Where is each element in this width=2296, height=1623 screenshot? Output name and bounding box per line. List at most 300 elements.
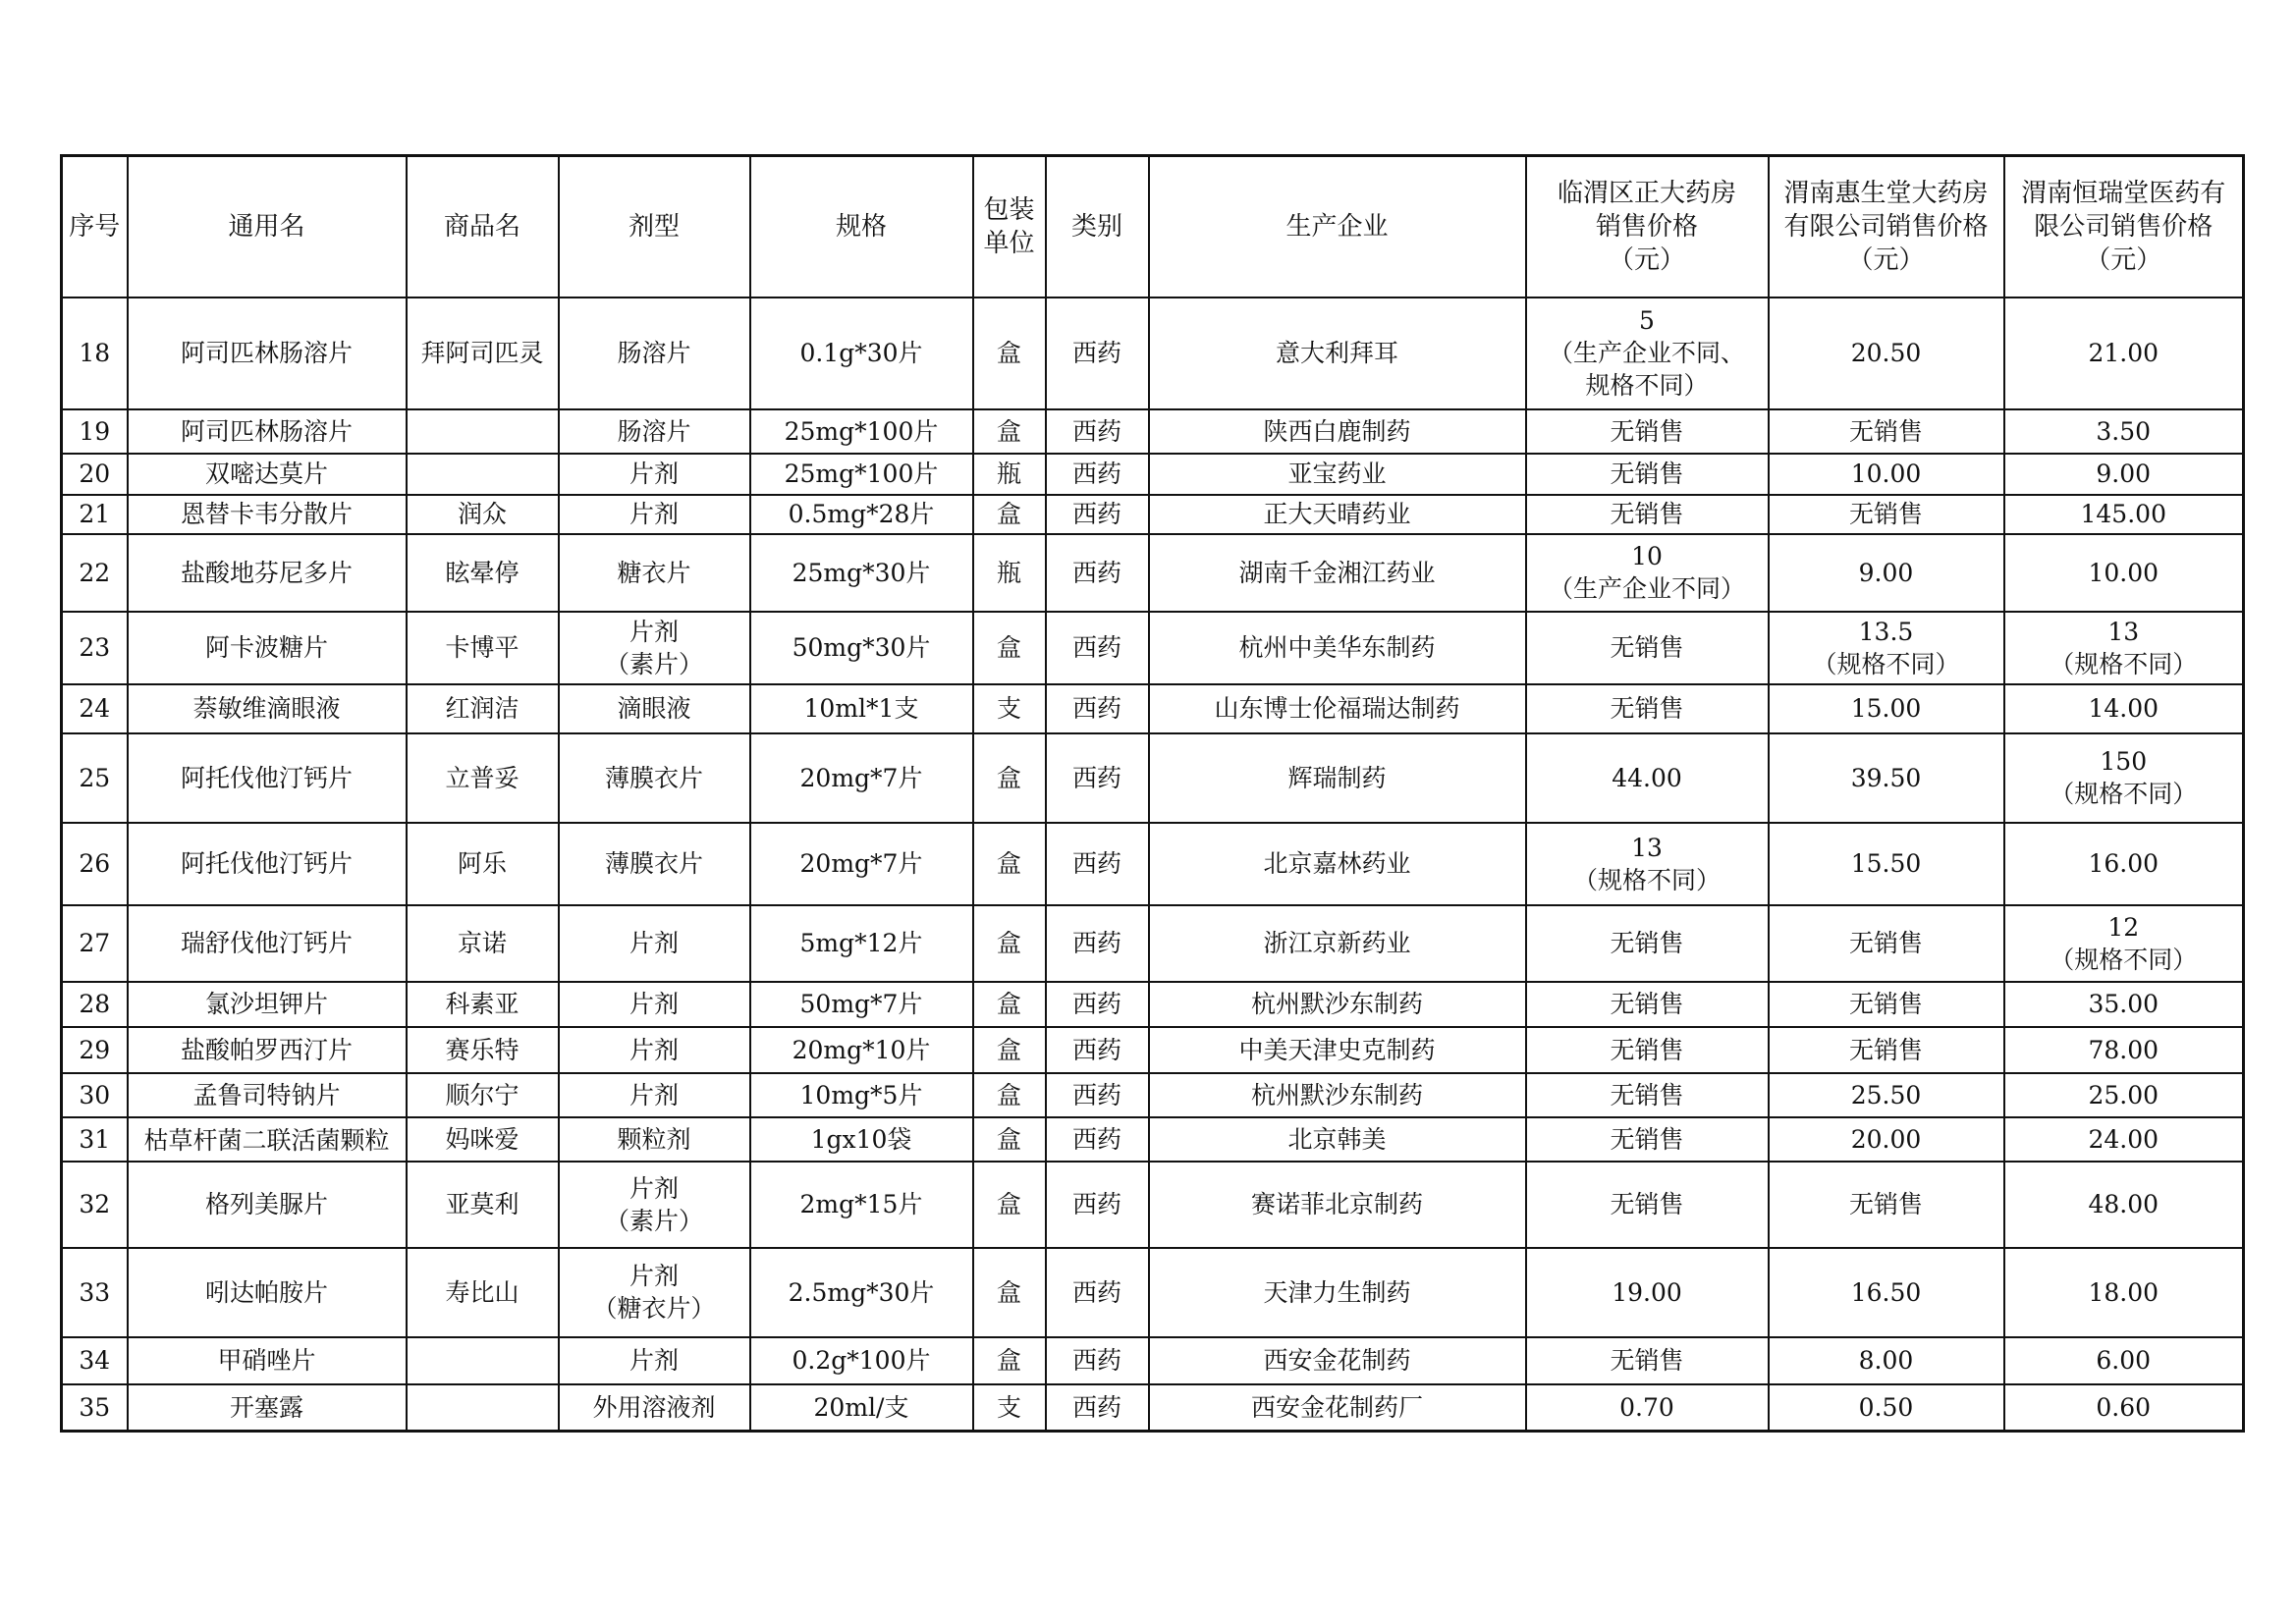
cell-dosage-form	[559, 409, 750, 454]
cell-trade-name: 眩晕停	[407, 534, 559, 612]
cell-manufacturer: 浙江京新药业	[1149, 905, 1526, 982]
cell-dosage-form	[559, 982, 750, 1027]
table-row	[62, 982, 2244, 1027]
cell-manufacturer: 山东博士伦福瑞达制药	[1149, 684, 1526, 733]
cell-dosage-form-line: 颗粒剂	[617, 1124, 691, 1154]
cell-price-huishengtang	[1769, 1384, 2004, 1432]
cell-manufacturer: 亚宝药业	[1149, 454, 1526, 495]
cell-price-huishengtang-line: 10.00	[1850, 460, 1922, 488]
cell-seq: 21	[62, 495, 128, 534]
cell-price-hengruitang-line: （规格不同）	[2050, 945, 2198, 974]
cell-dosage-form-line: 片剂	[629, 1035, 679, 1064]
header-pack-unit	[973, 156, 1046, 298]
cell-generic-name: 格列美脲片	[128, 1162, 407, 1248]
cell-price-zhengda	[1526, 534, 1769, 612]
cell-price-hengruitang	[2004, 982, 2244, 1027]
cell-pack-unit: 盒	[973, 409, 1046, 454]
cell-price-zhengda	[1526, 1027, 1769, 1073]
cell-price-huishengtang	[1769, 982, 2004, 1027]
cell-trade-name: 京诺	[407, 905, 559, 982]
header-category: 类别	[1046, 156, 1149, 298]
cell-pack-unit: 支	[973, 1384, 1046, 1432]
cell-trade-name	[407, 1384, 559, 1432]
cell-seq: 23	[62, 612, 128, 684]
cell-pack-unit: 盒	[973, 823, 1046, 905]
cell-price-huishengtang	[1769, 409, 2004, 454]
cell-pack-unit: 盒	[973, 298, 1046, 409]
cell-price-zhengda	[1526, 298, 1769, 409]
cell-generic-name: 阿司匹林肠溶片	[128, 409, 407, 454]
cell-dosage-form	[559, 454, 750, 495]
cell-price-zhengda-line: 无销售	[1610, 1080, 1684, 1109]
cell-price-hengruitang	[2004, 1073, 2244, 1117]
cell-price-hengruitang	[2004, 495, 2244, 534]
cell-trade-name: 顺尔宁	[407, 1073, 559, 1117]
cell-generic-name: 甲硝唑片	[128, 1337, 407, 1384]
cell-price-hengruitang-line: 25.00	[2088, 1080, 2159, 1109]
cell-price-huishengtang-line: 无销售	[1848, 1190, 1923, 1218]
cell-category: 西药	[1046, 1027, 1149, 1073]
price-comparison-sheet	[60, 154, 2242, 1433]
cell-generic-name: 孟鲁司特钠片	[128, 1073, 407, 1117]
cell-price-zhengda-line: 无销售	[1610, 460, 1684, 488]
table-row	[62, 1384, 2244, 1432]
cell-price-hengruitang-line: （规格不同）	[2050, 780, 2198, 808]
cell-price-hengruitang-line: 13	[2107, 617, 2140, 646]
cell-manufacturer: 正大天晴药业	[1149, 495, 1526, 534]
cell-dosage-form-line: 片剂	[629, 1346, 679, 1375]
cell-price-hengruitang-line: 48.00	[2088, 1190, 2159, 1218]
cell-price-zhengda	[1526, 409, 1769, 454]
header-price-huishengtang	[1769, 156, 2004, 298]
cell-price-zhengda-line: 5	[1639, 306, 1655, 335]
cell-price-hengruitang-line: 9.00	[2096, 460, 2152, 488]
cell-seq: 27	[62, 905, 128, 982]
cell-trade-name: 卡博平	[407, 612, 559, 684]
cell-trade-name	[407, 1337, 559, 1384]
cell-trade-name: 阿乐	[407, 823, 559, 905]
cell-price-zhengda-line: 无销售	[1610, 500, 1684, 528]
cell-seq: 24	[62, 684, 128, 733]
cell-price-hengruitang-line: 150	[2100, 747, 2148, 776]
cell-price-huishengtang-line: 15.50	[1850, 849, 1922, 878]
cell-price-hengruitang	[2004, 454, 2244, 495]
cell-price-huishengtang-line: 20.50	[1850, 339, 1922, 367]
cell-spec: 2mg*15片	[750, 1162, 973, 1248]
cell-seq: 29	[62, 1027, 128, 1073]
cell-price-zhengda-line: 无销售	[1610, 929, 1684, 957]
cell-generic-name: 开塞露	[128, 1384, 407, 1432]
cell-price-huishengtang-line: 16.50	[1850, 1277, 1922, 1307]
cell-price-huishengtang	[1769, 454, 2004, 495]
cell-price-hengruitang-line: 145.00	[2080, 500, 2166, 528]
cell-price-huishengtang	[1769, 1248, 2004, 1337]
cell-manufacturer: 杭州中美华东制药	[1149, 612, 1526, 684]
cell-price-hengruitang	[2004, 1337, 2244, 1384]
cell-trade-name: 赛乐特	[407, 1027, 559, 1073]
cell-generic-name: 盐酸地芬尼多片	[128, 534, 407, 612]
cell-price-hengruitang-line: 35.00	[2088, 990, 2159, 1018]
cell-trade-name: 立普妥	[407, 733, 559, 823]
cell-price-zhengda-line: 无销售	[1610, 1035, 1684, 1064]
cell-price-huishengtang	[1769, 1162, 2004, 1248]
cell-spec: 25mg*100片	[750, 409, 973, 454]
cell-generic-name	[128, 1117, 407, 1162]
header-price-line: 渭南惠生堂大药房	[1783, 178, 1989, 208]
table-row	[62, 1027, 2244, 1073]
cell-generic-name: 双嘧达莫片	[128, 454, 407, 495]
cell-price-huishengtang	[1769, 298, 2004, 409]
cell-price-huishengtang-line: 8.00	[1858, 1346, 1914, 1375]
header-price-zhengda	[1526, 156, 1769, 298]
cell-price-huishengtang	[1769, 534, 2004, 612]
header-price-line: 渭南恒瑞堂医药有	[2021, 178, 2226, 208]
header-price-line: （元）	[1847, 244, 1925, 275]
cell-dosage-form-line: 滴眼液	[617, 694, 691, 723]
cell-dosage-form	[559, 1117, 750, 1162]
cell-generic-name: 氯沙坦钾片	[128, 982, 407, 1027]
cell-price-zhengda-line: 44.00	[1612, 763, 1682, 792]
cell-price-huishengtang-line: 无销售	[1848, 929, 1923, 957]
cell-dosage-form-line: 片剂	[629, 500, 679, 528]
cell-category: 西药	[1046, 1384, 1149, 1432]
cell-dosage-form	[559, 1337, 750, 1384]
table-row	[62, 409, 2244, 454]
cell-pack-unit: 盒	[973, 612, 1046, 684]
cell-seq: 22	[62, 534, 128, 612]
cell-generic-name: 恩替卡韦分散片	[128, 495, 407, 534]
cell-manufacturer: 西安金花制药	[1149, 1337, 1526, 1384]
cell-dosage-form	[559, 905, 750, 982]
table-body	[62, 298, 2244, 1432]
cell-generic-name: 萘敏维滴眼液	[128, 684, 407, 733]
cell-pack-unit: 盒	[973, 1162, 1046, 1248]
cell-dosage-form	[559, 733, 750, 823]
cell-manufacturer: 北京韩美	[1149, 1117, 1526, 1162]
cell-price-huishengtang	[1769, 905, 2004, 982]
cell-category: 西药	[1046, 1073, 1149, 1117]
header-price-hengruitang	[2004, 156, 2244, 298]
cell-price-hengruitang-line: 0.60	[2096, 1392, 2152, 1422]
cell-category: 西药	[1046, 1117, 1149, 1162]
cell-price-huishengtang-line: 无销售	[1848, 500, 1923, 528]
cell-dosage-form	[559, 1027, 750, 1073]
cell-generic-name: 盐酸帕罗西汀片	[128, 1027, 407, 1073]
cell-price-zhengda	[1526, 684, 1769, 733]
cell-price-hengruitang-line: （规格不同）	[2050, 649, 2198, 678]
cell-price-hengruitang	[2004, 905, 2244, 982]
cell-price-zhengda	[1526, 454, 1769, 495]
cell-pack-unit: 盒	[973, 1117, 1046, 1162]
cell-price-huishengtang	[1769, 612, 2004, 684]
cell-dosage-form	[559, 495, 750, 534]
header-price-line: 有限公司销售价格	[1783, 211, 1989, 242]
cell-seq: 34	[62, 1337, 128, 1384]
cell-dosage-form-line: 肠溶片	[617, 416, 691, 446]
cell-price-hengruitang-line: 16.00	[2088, 849, 2159, 878]
cell-category: 西药	[1046, 905, 1149, 982]
table-row	[62, 534, 2244, 612]
cell-seq: 35	[62, 1384, 128, 1432]
cell-price-zhengda	[1526, 905, 1769, 982]
cell-price-huishengtang	[1769, 1027, 2004, 1073]
cell-price-hengruitang	[2004, 612, 2244, 684]
cell-seq: 33	[62, 1248, 128, 1337]
cell-manufacturer: 杭州默沙东制药	[1149, 1073, 1526, 1117]
cell-price-zhengda	[1526, 1073, 1769, 1117]
cell-generic-name: 阿司匹林肠溶片	[128, 298, 407, 409]
header-generic-name: 通用名	[128, 156, 407, 298]
cell-price-huishengtang-line: 39.50	[1850, 763, 1922, 792]
cell-price-hengruitang	[2004, 684, 2244, 733]
cell-price-zhengda	[1526, 733, 1769, 823]
cell-price-zhengda-line: 无销售	[1610, 1124, 1684, 1154]
cell-price-hengruitang-line: 12	[2107, 912, 2140, 942]
cell-category: 西药	[1046, 534, 1149, 612]
table-row	[62, 298, 2244, 409]
cell-price-huishengtang-line: 15.00	[1850, 694, 1922, 723]
cell-trade-name	[407, 409, 559, 454]
cell-price-huishengtang-line: 无销售	[1848, 416, 1923, 446]
cell-price-hengruitang-line: 3.50	[2096, 416, 2152, 446]
cell-pack-unit: 盒	[973, 1337, 1046, 1384]
header-trade-name: 商品名	[407, 156, 559, 298]
table-row	[62, 1117, 2244, 1162]
cell-trade-name: 拜阿司匹灵	[407, 298, 559, 409]
cell-price-hengruitang	[2004, 1384, 2244, 1432]
cell-price-huishengtang	[1769, 684, 2004, 733]
cell-price-hengruitang-line: 24.00	[2088, 1124, 2159, 1154]
cell-price-zhengda	[1526, 982, 1769, 1027]
cell-price-zhengda-line: 19.00	[1612, 1277, 1682, 1307]
cell-price-zhengda-line: 10	[1631, 542, 1663, 570]
drug-price-table	[60, 154, 2245, 1433]
cell-category: 西药	[1046, 612, 1149, 684]
cell-category: 西药	[1046, 823, 1149, 905]
cell-seq: 32	[62, 1162, 128, 1248]
cell-spec: 10ml*1支	[750, 684, 973, 733]
header-manufacturer: 生产企业	[1149, 156, 1526, 298]
cell-dosage-form-line: 肠溶片	[617, 339, 691, 367]
cell-spec: 20mg*10片	[750, 1027, 973, 1073]
cell-manufacturer: 辉瑞制药	[1149, 733, 1526, 823]
cell-seq: 28	[62, 982, 128, 1027]
cell-price-zhengda-line: （生产企业不同、	[1548, 339, 1745, 367]
cell-category: 西药	[1046, 1162, 1149, 1248]
cell-category: 西药	[1046, 409, 1149, 454]
cell-price-zhengda-line: 无销售	[1610, 1190, 1684, 1218]
table-row	[62, 905, 2244, 982]
table-row	[62, 684, 2244, 733]
cell-category: 西药	[1046, 298, 1149, 409]
cell-manufacturer: 杭州默沙东制药	[1149, 982, 1526, 1027]
cell-price-hengruitang-line: 21.00	[2088, 339, 2159, 367]
cell-dosage-form-line: 片剂	[629, 929, 679, 957]
cell-price-huishengtang-line: 无销售	[1848, 1035, 1923, 1064]
cell-dosage-form-line: 外用溶液剂	[592, 1392, 716, 1422]
cell-spec: 0.2g*100片	[750, 1337, 973, 1384]
cell-dosage-form-line: 薄膜衣片	[604, 763, 703, 792]
cell-trade-name	[407, 454, 559, 495]
cell-price-hengruitang	[2004, 1248, 2244, 1337]
cell-dosage-form-line: 片剂	[629, 1262, 679, 1290]
cell-dosage-form-line: 片剂	[629, 990, 679, 1018]
cell-generic-name: 阿托伐他汀钙片	[128, 823, 407, 905]
table-row	[62, 1337, 2244, 1384]
cell-dosage-form	[559, 534, 750, 612]
table-row	[62, 823, 2244, 905]
cell-seq: 31	[62, 1117, 128, 1162]
cell-spec: 20ml/支	[750, 1384, 973, 1432]
cell-price-huishengtang	[1769, 1073, 2004, 1117]
cell-trade-name: 科素亚	[407, 982, 559, 1027]
cell-pack-unit: 盒	[973, 1073, 1046, 1117]
cell-manufacturer: 湖南千金湘江药业	[1149, 534, 1526, 612]
cell-price-hengruitang-line: 18.00	[2088, 1277, 2159, 1307]
cell-price-zhengda	[1526, 1384, 1769, 1432]
cell-dosage-form	[559, 1248, 750, 1337]
cell-dosage-form-line: （糖衣片）	[592, 1294, 716, 1323]
cell-seq: 30	[62, 1073, 128, 1117]
table-row	[62, 733, 2244, 823]
header-row	[62, 156, 2244, 298]
cell-price-hengruitang	[2004, 823, 2244, 905]
header-pack-unit-line: 单位	[983, 228, 1035, 258]
cell-generic-name: 阿托伐他汀钙片	[128, 733, 407, 823]
cell-price-zhengda-line: 无销售	[1610, 633, 1684, 662]
header-price-line: （元）	[2085, 244, 2162, 275]
cell-price-huishengtang	[1769, 495, 2004, 534]
table-row	[62, 1073, 2244, 1117]
cell-generic-name: 阿卡波糖片	[128, 612, 407, 684]
cell-price-huishengtang-line: 13.5	[1858, 617, 1914, 646]
cell-price-hengruitang	[2004, 733, 2244, 823]
header-dosage-form: 剂型	[559, 156, 750, 298]
cell-price-hengruitang	[2004, 409, 2244, 454]
header-price-line: （元）	[1608, 244, 1685, 275]
cell-category: 西药	[1046, 495, 1149, 534]
cell-manufacturer: 赛诺菲北京制药	[1149, 1162, 1526, 1248]
header-price-line: 销售价格	[1595, 211, 1698, 242]
cell-price-huishengtang-line: 20.00	[1850, 1124, 1922, 1154]
cell-seq: 20	[62, 454, 128, 495]
table-row	[62, 454, 2244, 495]
cell-generic-name: 吲达帕胺片	[128, 1248, 407, 1337]
cell-price-hengruitang-line: 6.00	[2096, 1346, 2152, 1375]
cell-dosage-form	[559, 823, 750, 905]
cell-trade-name: 润众	[407, 495, 559, 534]
cell-dosage-form-line: 片剂	[629, 460, 679, 488]
cell-trade-name: 亚莫利	[407, 1162, 559, 1248]
cell-price-zhengda	[1526, 495, 1769, 534]
cell-seq: 25	[62, 733, 128, 823]
cell-price-zhengda	[1526, 1248, 1769, 1337]
cell-price-huishengtang-line: 无销售	[1848, 990, 1923, 1018]
cell-pack-unit: 瓶	[973, 454, 1046, 495]
cell-manufacturer: 意大利拜耳	[1149, 298, 1526, 409]
cell-price-huishengtang-line: 9.00	[1858, 558, 1914, 587]
cell-category: 西药	[1046, 982, 1149, 1027]
cell-generic-name-text: 枯草杆菌二联活菌颗粒	[143, 1126, 390, 1154]
cell-price-huishengtang-line: 0.50	[1858, 1392, 1914, 1422]
table-row	[62, 1162, 2244, 1248]
cell-price-hengruitang	[2004, 534, 2244, 612]
cell-dosage-form-line: 糖衣片	[617, 558, 691, 587]
cell-manufacturer: 西安金花制药厂	[1149, 1384, 1526, 1432]
header-seq: 序号	[62, 156, 128, 298]
cell-price-hengruitang	[2004, 1162, 2244, 1248]
cell-pack-unit: 瓶	[973, 534, 1046, 612]
cell-price-zhengda-line: 无销售	[1610, 1346, 1684, 1375]
cell-price-zhengda-line: 规格不同）	[1585, 371, 1709, 400]
cell-price-hengruitang	[2004, 1117, 2244, 1162]
table-row	[62, 612, 2244, 684]
cell-price-hengruitang-line: 78.00	[2088, 1035, 2159, 1064]
header-price-line: 限公司销售价格	[2034, 211, 2214, 242]
cell-price-huishengtang	[1769, 733, 2004, 823]
cell-dosage-form-line: （素片）	[604, 1206, 703, 1235]
cell-manufacturer: 北京嘉林药业	[1149, 823, 1526, 905]
cell-pack-unit: 盒	[973, 733, 1046, 823]
cell-spec: 0.1g*30片	[750, 298, 973, 409]
cell-price-huishengtang	[1769, 1117, 2004, 1162]
table-row	[62, 495, 2244, 534]
cell-generic-name: 瑞舒伐他汀钙片	[128, 905, 407, 982]
cell-price-zhengda-line: 无销售	[1610, 694, 1684, 723]
cell-seq: 18	[62, 298, 128, 409]
cell-price-zhengda	[1526, 1337, 1769, 1384]
cell-price-hengruitang-line: 14.00	[2088, 694, 2159, 723]
cell-category: 西药	[1046, 684, 1149, 733]
cell-spec: 20mg*7片	[750, 733, 973, 823]
cell-spec: 10mg*5片	[750, 1073, 973, 1117]
cell-price-zhengda-line: 无销售	[1610, 416, 1684, 446]
cell-spec: 25mg*100片	[750, 454, 973, 495]
cell-spec: 5mg*12片	[750, 905, 973, 982]
cell-dosage-form	[559, 1384, 750, 1432]
header-price-line: 临渭区正大药房	[1557, 178, 1736, 208]
table-row	[62, 1248, 2244, 1337]
cell-dosage-form-line: （素片）	[604, 649, 703, 678]
cell-category: 西药	[1046, 454, 1149, 495]
cell-price-zhengda	[1526, 1117, 1769, 1162]
cell-trade-name: 妈咪爱	[407, 1117, 559, 1162]
cell-category: 西药	[1046, 1337, 1149, 1384]
cell-seq: 19	[62, 409, 128, 454]
cell-price-hengruitang	[2004, 298, 2244, 409]
cell-pack-unit: 盒	[973, 1027, 1046, 1073]
cell-dosage-form	[559, 1162, 750, 1248]
cell-trade-name: 红润洁	[407, 684, 559, 733]
header-spec: 规格	[750, 156, 973, 298]
cell-category: 西药	[1046, 1248, 1149, 1337]
cell-trade-name: 寿比山	[407, 1248, 559, 1337]
cell-price-huishengtang	[1769, 823, 2004, 905]
cell-price-zhengda-line: （生产企业不同）	[1548, 574, 1745, 603]
cell-manufacturer: 中美天津史克制药	[1149, 1027, 1526, 1073]
cell-price-zhengda	[1526, 823, 1769, 905]
cell-spec: 1gx10袋	[750, 1117, 973, 1162]
cell-manufacturer: 天津力生制药	[1149, 1248, 1526, 1337]
cell-dosage-form-line: 片剂	[629, 1080, 679, 1109]
cell-price-zhengda-line: 13	[1631, 833, 1663, 862]
cell-dosage-form-line: 片剂	[629, 1173, 679, 1203]
cell-price-zhengda-line: （规格不同）	[1572, 865, 1721, 894]
cell-manufacturer: 陕西白鹿制药	[1149, 409, 1526, 454]
cell-dosage-form	[559, 612, 750, 684]
cell-dosage-form	[559, 1073, 750, 1117]
cell-spec: 20mg*7片	[750, 823, 973, 905]
